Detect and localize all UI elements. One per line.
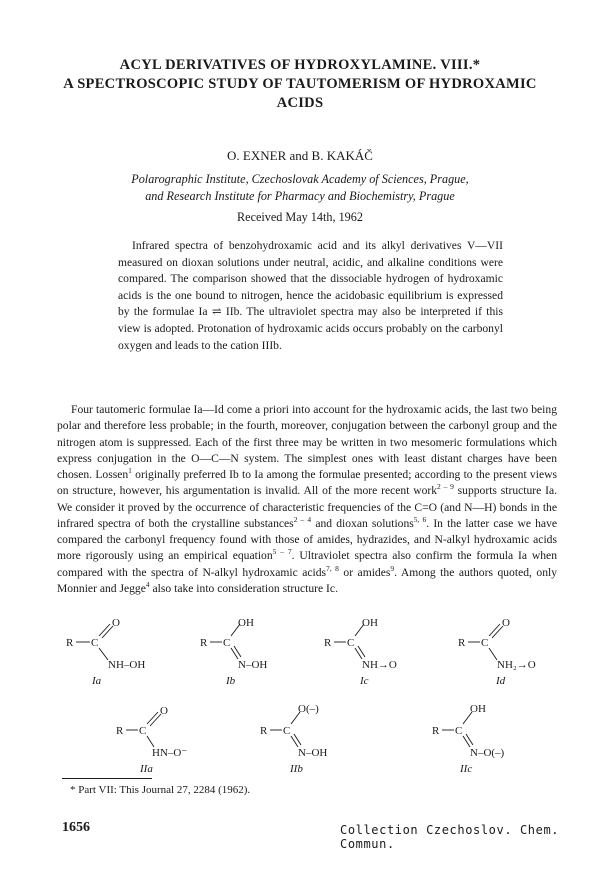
authors: O. EXNER and B. KAKÁČ (227, 148, 373, 163)
structure-Ic (324, 617, 397, 671)
structures-figure (0, 612, 600, 772)
svg-text:O(–): O(–) (298, 703, 319, 715)
label-IIa: IIa (140, 763, 153, 772)
structure-Ia (66, 617, 145, 671)
svg-text:R: R (324, 637, 332, 649)
title-line-2: A SPECTROSCOPIC STUDY OF TAUTOMERISM OF HYDROXAMIC (63, 76, 537, 92)
svg-text:C: C (455, 725, 463, 737)
affiliation-line-1: Polarographic Institute, Czechoslovak Academy of Sciences, Prague, (131, 172, 469, 186)
title-line-3: ACIDS (276, 95, 324, 111)
svg-text:C: C (139, 725, 147, 737)
svg-text:C: C (481, 637, 489, 649)
svg-text:N–OH: N–OH (298, 747, 328, 759)
svg-text:R: R (200, 637, 208, 649)
label-Ic: Ic (360, 675, 369, 687)
svg-text:R: R (66, 637, 74, 649)
svg-text:O: O (502, 617, 510, 629)
structure-IIb (260, 703, 327, 759)
svg-text:C: C (91, 637, 99, 649)
svg-text:OH: OH (470, 703, 486, 715)
svg-text:C: C (283, 725, 291, 737)
svg-text:R: R (116, 725, 124, 737)
svg-text:NH₂→O: NH₂→O (497, 659, 536, 671)
journal-name: Collection Czechoslov. Chem. Commun. (340, 823, 560, 851)
svg-text:NH→O: NH→O (362, 659, 397, 671)
body-text: Four tautomeric formulae Ia—Id come a priori into account for the hydroxamic acids, the last two being polar and therefore less probable; in the fourth, moreover, conjugation between the carbonyl group and the nitrogen atom is suppressed. Each of the first three may be written in two mesomeric formulations which express conjugation in the O—C—N system. The simplest ones with least distant charges have been chosen. Lossen$^1$ originally preferred Ib to Ia among the formulae presented; according to the present views on structure, however, his argumentation is invalid. All of the more recent work$^{2 - 9}$ supports structure Ia. We consider it proved by the occurrence of characteristic frequencies of the C=O (and N—H) bonds in the infrared spectra of both the crystalline substances$^{2 - 4}$ and dioxan solutions$^{5, 6}$. In the latter case we have compared the carbonyl frequency found with those of amides, hydrazides, and N-alkyl hydroxamic acids more rigorously using an empirical equation$^{5 - 7}$. Ultraviolet spectra also confirm the formula Ia when compared with the spectra of N-alkyl hydroxamic acids$^{7, 8}$ or amides$^9$. Among the authors quoted, only Monnier and Jegge$^4$ also take into consideration structure Ic. (57, 403, 558, 595)
svg-text:NH–OH: NH–OH (108, 659, 146, 671)
svg-text:N–O(–): N–O(–) (470, 747, 505, 759)
svg-text:C: C (223, 637, 231, 649)
svg-text:N–OH: N–OH (238, 659, 268, 671)
affiliation-line-2: and Research Institute for Pharmacy and Biochemistry, Prague (145, 189, 455, 203)
structure-Id (458, 617, 536, 671)
label-Id: Id (496, 675, 506, 687)
label-IIb: IIb (290, 763, 303, 772)
svg-text:OH: OH (362, 617, 378, 629)
svg-text:C: C (347, 637, 355, 649)
label-IIc: IIc (460, 763, 473, 772)
title-line-1: ACYL DERIVATIVES OF HYDROXYLAMINE. VIII.* (119, 57, 481, 73)
svg-text:R: R (458, 637, 466, 649)
page-number: 1656 (62, 820, 90, 835)
abstract (118, 238, 503, 354)
svg-text:R: R (432, 725, 440, 737)
structure-IIa (116, 705, 187, 759)
footnote: * Part VII: This Journal 27, 2284 (1962). (70, 784, 251, 796)
svg-text:HN–O⁻: HN–O⁻ (152, 747, 188, 759)
svg-text:R: R (260, 725, 268, 737)
label-Ib: Ib (226, 675, 236, 687)
svg-text:O: O (112, 617, 120, 629)
svg-text:OH: OH (238, 617, 254, 629)
svg-text:O: O (160, 705, 168, 717)
received-date: Received May 14th, 1962 (237, 210, 363, 224)
structure-IIc (432, 703, 505, 759)
footnote-rule (62, 778, 152, 779)
label-Ia: Ia (92, 675, 102, 687)
structure-Ib (200, 617, 267, 671)
body-paragraph (57, 402, 557, 597)
abstract-text: Infrared spectra of benzohydroxamic acid and its alkyl derivatives V—VII measured on dioxan solutions under neutral, acidic, and alkaline conditions were compared. The comparison showed that the dissociable hydrogen of hydroxamic acids is the one bound to nitrogen, hence the acidobasic equilibrium is expressed by the formulae Ia ⇌ IIb. The ultraviolet spectra may also be interpreted if this view is adopted. Protonation of hydroxamic acids occurs probably on the carbonyl oxygen and leads to the cation IIIb. (118, 239, 503, 352)
